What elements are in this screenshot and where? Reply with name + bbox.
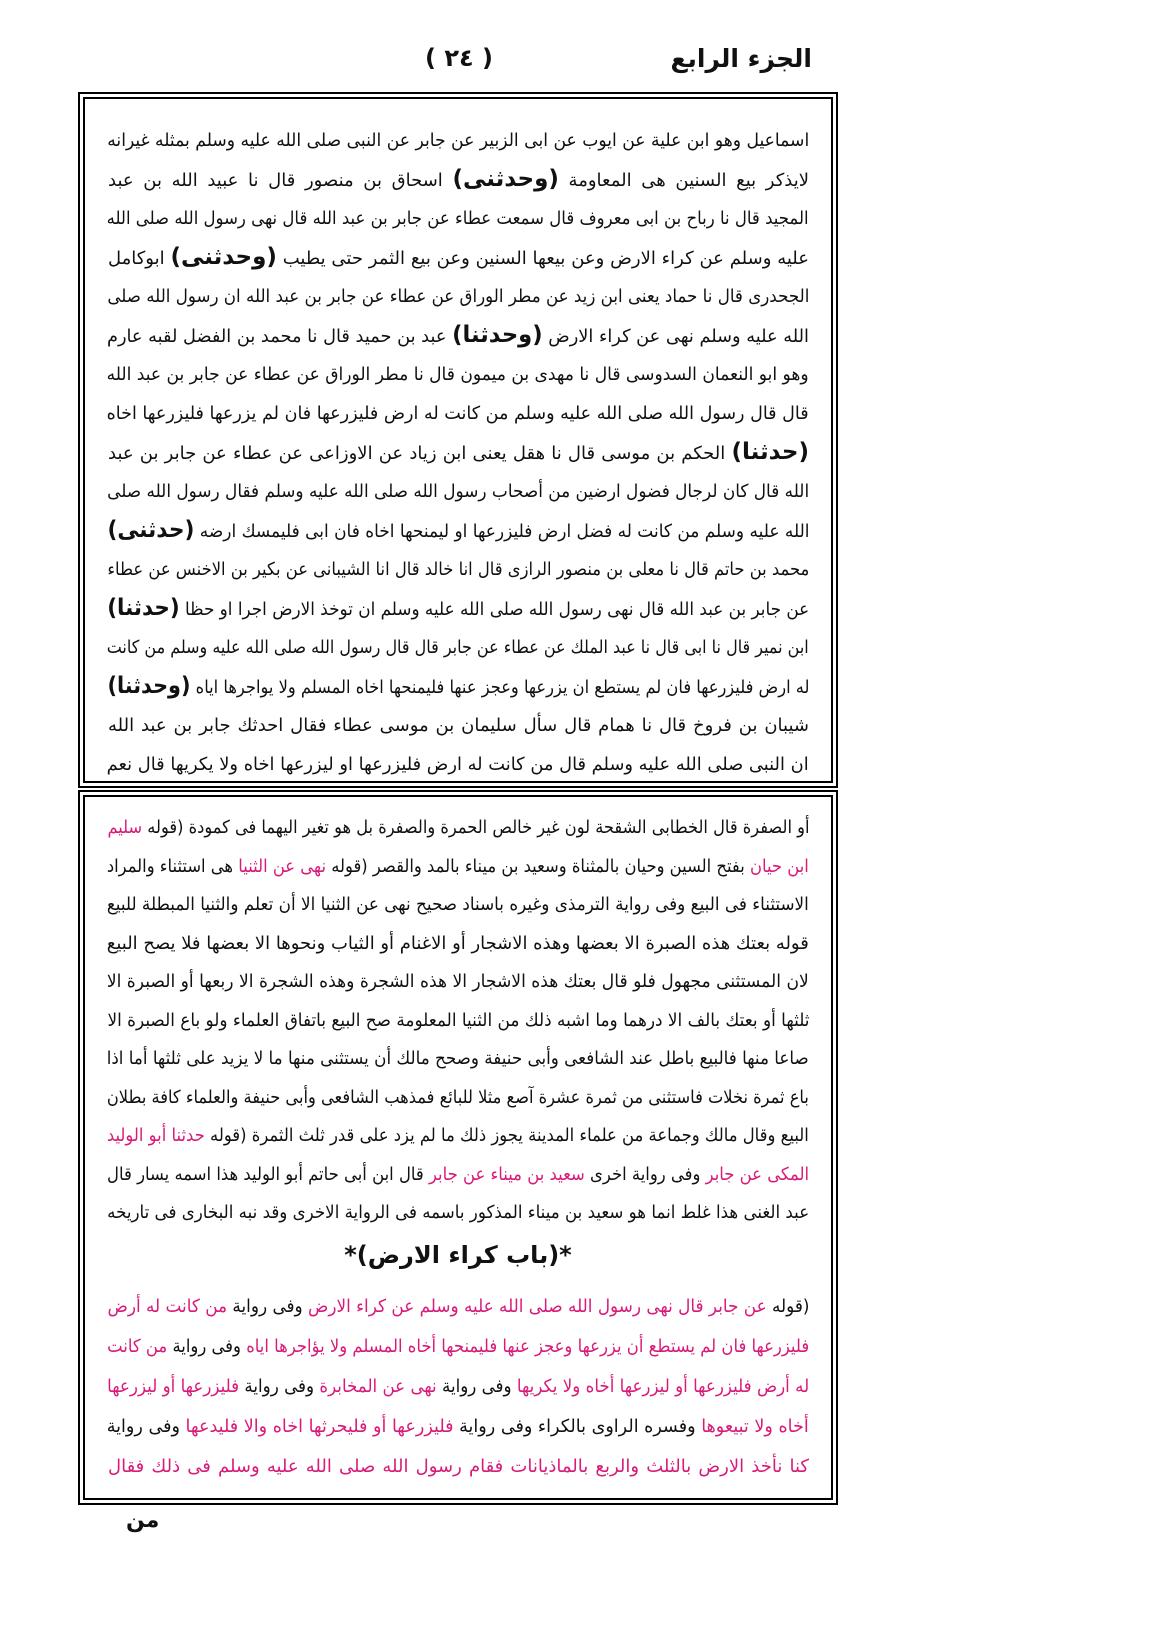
commentary-line [107, 1079, 809, 1118]
text-segment: عليه وسلم عن كراء الارض وعن بيعها السنين وعن بيع الثمر حتى يطيب [276, 248, 809, 269]
hadith-line [107, 316, 809, 355]
catchword: من [126, 1508, 160, 1533]
quoted-phrase: أخاه ولا تبيعوها [701, 1415, 809, 1437]
quoted-phrase: ابن حيان [750, 855, 809, 877]
text-segment: قوله بعتك هذه الصبرة الا بعضها وهذه الاشجار أو الاغنام أو الثياب ونحوها الا بعضها فلا يصح البيع [107, 932, 809, 954]
commentary-line [107, 1002, 809, 1041]
text-segment: الجحدرى قال نا حماد يعنى ابن زيد عن مطر الوراق عن عطاء عن جابر بن عبد الله ان رسول الله صلى [107, 286, 809, 307]
text-segment: أو الصفرة قال الخطابى الشقحة لون غير خالص الحمرة والصفرة بل هو تغير اليهما فى كمودة (قوله [141, 817, 809, 838]
text-segment: الحكم بن موسى قال نا هقل يعنى ابن زياد عن الاوزاعى عن عطاء عن جابر بن عبد [108, 443, 732, 464]
commentary-line [107, 963, 809, 1002]
text-segment: شيبان بن فروخ قال نا همام قال سأل سليمان بن موسى عطاء فقال احدثك جابر بن عبد الله [108, 715, 809, 736]
quoted-phrase: كنا نأخذ الارض بالثلث والربع بالماذيانات فقام رسول الله صلى الله عليه وسلم فى ذلك فقال [108, 1455, 809, 1477]
hadith-line [107, 628, 809, 667]
commentary-line [107, 1327, 809, 1367]
text-segment: اسحاق بن منصور قال نا عبيد الله بن عبد [108, 170, 453, 191]
commentary-line [107, 809, 809, 848]
narration-marker: (وحدثنا) [452, 322, 543, 348]
commentary-line [107, 925, 809, 964]
text-segment: صاعا منها فالبيع باطل عند الشافعى وأبى حنيفة وصحح مالك أن يستثنى منها ما لا يزيد على ثلثها أما اذا [107, 1048, 809, 1069]
narration-marker: (حدثنى) [107, 517, 194, 543]
commentary-line [107, 848, 809, 887]
hadith-line [107, 199, 809, 238]
commentary-frame [78, 790, 838, 1505]
text-segment: بفتح السين وحيان بالمثناة وسعيد بن ميناء بالمد والقصر (قوله [326, 855, 751, 877]
text-segment: هى استثناء والمراد [107, 855, 239, 877]
text-segment: وفى رواية اخرى [584, 1163, 706, 1185]
text-segment: اسماعيل وهو ابن علية عن ايوب عن ابى الزبير عن جابر عن النبى صلى الله عليه وسلم بمثله غيرانه [107, 130, 809, 151]
text-segment: ان النبى صلى الله عليه وسلم قال من كانت له ارض فليزرعها او ليزرعها اخاه ولا يكريها قال نعم [107, 754, 809, 775]
section-heading: *(باب كراء الارض)* [344, 1240, 572, 1269]
commentary-line [107, 1194, 809, 1233]
text-segment: لان المستثنى مجهول فلو قال بعتك هذه الاشجار الا هذه الشجرة وهذه الشجرة الا ربعها أو الصبرة الا [107, 971, 809, 992]
quoted-phrase: من كانت له أرض [107, 1295, 227, 1317]
quoted-phrase: نهى عن الثنيا [238, 855, 327, 877]
hadith-line [107, 589, 809, 628]
text-segment: المجيد قال نا رباح بن ابى معروف قال سمعت عطاء عن جابر بن عبد الله قال نهى رسول الله صلى الله [107, 208, 809, 229]
commentary-lines-before [107, 809, 809, 1233]
hadith-line [107, 121, 809, 160]
quoted-phrase: فليزرعها أو ليزرعها [107, 1375, 239, 1397]
narration-marker: (حدثنا) [107, 595, 180, 621]
hadith-text-frame [78, 92, 838, 788]
quoted-phrase: فليزرعها أو فليحرثها اخاه والا فليدعها [185, 1415, 454, 1437]
quoted-phrase: حدثنا أبو الوليد [107, 1125, 205, 1146]
hadith-line [107, 667, 809, 706]
page-number: ( ٢٤ ) [425, 44, 493, 72]
text-segment: البيع وقال مالك وجماعة من علماء المدينة يجوز ذلك ما لم يزد على قدر ثلث الثمرة (قوله [204, 1125, 809, 1146]
text-segment: قال قال رسول الله صلى الله عليه وسلم من كانت له ارض فليزرعها فان لم يزرعها فليزرعها اخاه [107, 403, 809, 424]
narration-marker: (حدثنا) [731, 439, 809, 465]
text-segment: ثلثها أو بعتك بالف الا درهما وما اشبه ذلك من الثنيا المعلومة صح البيع باتفاق العلماء ولو باع الصبرة الا [107, 1009, 809, 1031]
text-segment: الله قال كان لرجال فضول ارضين من أصحاب رسول الله صلى الله عليه وسلم فقال رسول الله صلى [107, 481, 809, 502]
narration-marker: (وحدثنى) [452, 166, 559, 192]
text-segment: الله عليه وسلم نهى عن كراء الارض [542, 326, 809, 347]
text-segment: محمد بن حاتم قال نا معلى بن منصور الرازى قال انا خالد قال انا الشيبانى عن بكير بن الاخنس عن عطاء [107, 559, 809, 580]
quoted-phrase: نهى عن المخابرة [319, 1375, 437, 1397]
commentary-line [107, 1447, 809, 1487]
quoted-phrase: سعيد بن ميناء عن جابر [428, 1163, 585, 1185]
hadith-line [107, 511, 809, 550]
text-segment: عن جابر بن عبد الله قال نهى رسول الله صلى الله عليه وسلم ان توخذ الارض اجرا او حظا [179, 599, 809, 620]
text-segment: وفى رواية [107, 1415, 186, 1437]
quoted-phrase: عن جابر قال نهى رسول الله صلى الله عليه وسلم عن كراء الارض [307, 1295, 767, 1317]
text-segment: الاستثناء فى البيع وفى رواية الترمذى وغيره باسناد صحيح نهى عن الثنيا الا أن تعلم والثنيا المبطلة للبيع [107, 894, 809, 915]
running-head-volume: الجزء الرابع [670, 44, 812, 73]
hadith-line [107, 550, 809, 589]
hadith-line [107, 433, 809, 472]
quoted-phrase: سليم [107, 817, 142, 838]
text-segment: عبد الغنى هذا غلط انما هو سعيد بن ميناء المذكور باسمه فى الرواية الاخرى وقد نبه البخارى فى تاريخه [107, 1202, 809, 1223]
text-segment: وهو ابو النعمان السدوسى قال نا مهدى بن ميمون قال نا مطر الوراق عن عطاء عن جابر بن عبد الله [107, 364, 809, 385]
text-segment: ابوكامل [107, 248, 171, 269]
text-segment: وفى رواية [226, 1295, 308, 1317]
commentary-line [107, 1156, 809, 1195]
hadith-line [107, 238, 809, 277]
text-segment: قال ابن أبى حاتم أبو الوليد هذا اسمه يسار قال [107, 1163, 429, 1185]
quoted-phrase: من كانت [107, 1335, 168, 1357]
quoted-phrase: له أرض فليزرعها أو ليزرعها أخاه ولا يكريها [516, 1375, 809, 1397]
commentary-body [83, 795, 833, 1500]
text-segment: (قوله [766, 1295, 809, 1317]
commentary-line [107, 1287, 809, 1327]
commentary-line [107, 1407, 809, 1447]
hadith-line [107, 277, 809, 316]
text-segment: ابن نمير قال نا ابى قال نا عبد الملك عن عطاء عن جابر قال قال رسول الله صلى الله عليه وسلم من كانت [107, 637, 809, 658]
quoted-phrase: المكى عن جابر [705, 1163, 809, 1185]
hadith-line [107, 394, 809, 433]
hadith-line [107, 472, 809, 511]
narration-marker: (وحدثنا) [107, 673, 191, 699]
commentary-line [107, 1367, 809, 1407]
narration-marker: (وحدثنى) [170, 244, 277, 270]
text-segment: وفى رواية [436, 1375, 517, 1397]
commentary-lines-after [107, 1287, 809, 1487]
hadith-line [107, 706, 809, 745]
commentary-line [107, 886, 809, 925]
text-segment: الله عليه وسلم من كانت له فضل ارض فليزرعها او ليمنحها اخاه فان ابى فليمسك ارضه [193, 521, 809, 542]
hadith-line [107, 160, 809, 199]
text-segment: باع ثمرة نخلات فاستثنى من ثمرة عشرة آصع مثلا للبائع فمذهب الشافعى وأبى حنيفة والعلماء كافة بطلان [107, 1086, 809, 1108]
hadith-line [107, 745, 809, 783]
text-segment: عبد بن حميد قال نا محمد بن الفضل لقبه عارم [107, 326, 453, 347]
text-segment: لايذكر بيع السنين هى المعاومة [558, 170, 809, 191]
text-segment: وفسره الراوى بالكراء وفى رواية [453, 1415, 702, 1437]
commentary-line [107, 1117, 809, 1156]
quoted-phrase: فليزرعها فان لم يستطع أن يزرعها وعجز عنها فليمنحها أخاه المسلم ولا يؤاجرها اياه [246, 1335, 809, 1357]
text-segment: وفى رواية [238, 1375, 320, 1397]
text-segment: له ارض فليزرعها فان لم يستطع ان يزرعها وعجز عنها فليمنحها اخاه المسلم ولا يواجرها اياه [190, 677, 809, 698]
commentary-line [107, 1040, 809, 1079]
hadith-line [107, 355, 809, 394]
hadith-text-body [83, 97, 833, 783]
text-segment: وفى رواية [167, 1335, 247, 1357]
